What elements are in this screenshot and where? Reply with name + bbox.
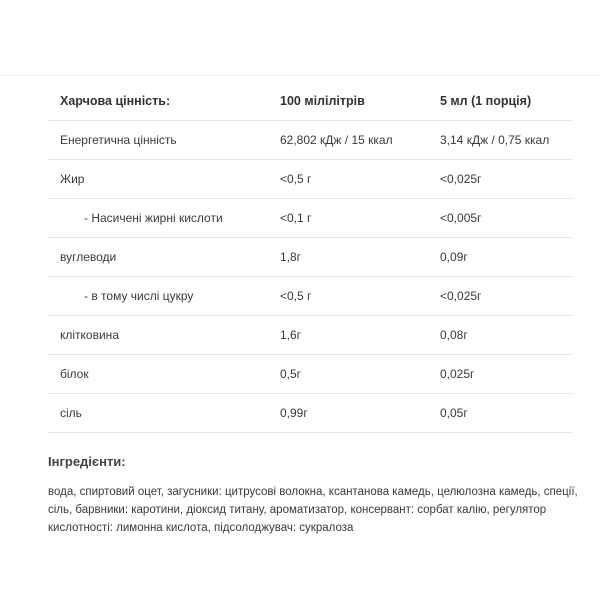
- value-per-100ml: <0,1 г: [268, 199, 428, 238]
- table-row: [48, 238, 572, 277]
- nutrition-body: [48, 121, 572, 433]
- nutrient-name: - в тому числі цукру: [48, 277, 268, 316]
- nutrition-table: [48, 82, 572, 433]
- table-row: [48, 277, 572, 316]
- nutrient-name: - Насичені жирні кислоти: [48, 199, 268, 238]
- ingredients-title: Інгредієнти:: [48, 454, 126, 469]
- value-per-100ml: 62,802 кДж / 15 ккал: [268, 121, 428, 160]
- value-per-serving: <0,025г: [428, 277, 572, 316]
- nutrient-name: сіль: [48, 394, 268, 433]
- nutrition-header-row: [48, 82, 572, 121]
- table-row: [48, 121, 572, 160]
- nutrient-name: Жир: [48, 160, 268, 199]
- top-divider: [0, 75, 600, 76]
- header-nutrient: Харчова цінність:: [48, 82, 268, 121]
- table-row: [48, 355, 572, 394]
- value-per-serving: 0,09г: [428, 238, 572, 277]
- table-row: [48, 199, 572, 238]
- value-per-serving: 0,025г: [428, 355, 572, 394]
- nutrient-name: вуглеводи: [48, 238, 268, 277]
- table-row: [48, 160, 572, 199]
- ingredients-text: вода, спиртовий оцет, загусники: цитрусові волокна, ксантанова камедь, целюлозна камедь, спеції, сіль, барвники: каротини, діоксид титану, ароматизатор, консервант: сорбат калію, регулятор кислотності: лимонна кислота, підсолоджувач: сукралоза: [48, 486, 578, 534]
- nutrient-name: клітковина: [48, 316, 268, 355]
- value-per-serving: <0,005г: [428, 199, 572, 238]
- value-per-100ml: 0,5г: [268, 355, 428, 394]
- value-per-serving: 0,05г: [428, 394, 572, 433]
- value-per-100ml: <0,5 г: [268, 160, 428, 199]
- value-per-100ml: 1,8г: [268, 238, 428, 277]
- header-per-100ml: 100 мілілітрів: [268, 82, 428, 121]
- value-per-100ml: 0,99г: [268, 394, 428, 433]
- value-per-serving: 0,08г: [428, 316, 572, 355]
- table-row: [48, 394, 572, 433]
- value-per-100ml: 1,6г: [268, 316, 428, 355]
- value-per-serving: <0,025г: [428, 160, 572, 199]
- header-per-serving: 5 мл (1 порція): [428, 82, 572, 121]
- nutrient-name: білок: [48, 355, 268, 394]
- table-row: [48, 316, 572, 355]
- value-per-serving: 3,14 кДж / 0,75 ккал: [428, 121, 572, 160]
- value-per-100ml: <0,5 г: [268, 277, 428, 316]
- nutrient-name: Енергетична цінність: [48, 121, 268, 160]
